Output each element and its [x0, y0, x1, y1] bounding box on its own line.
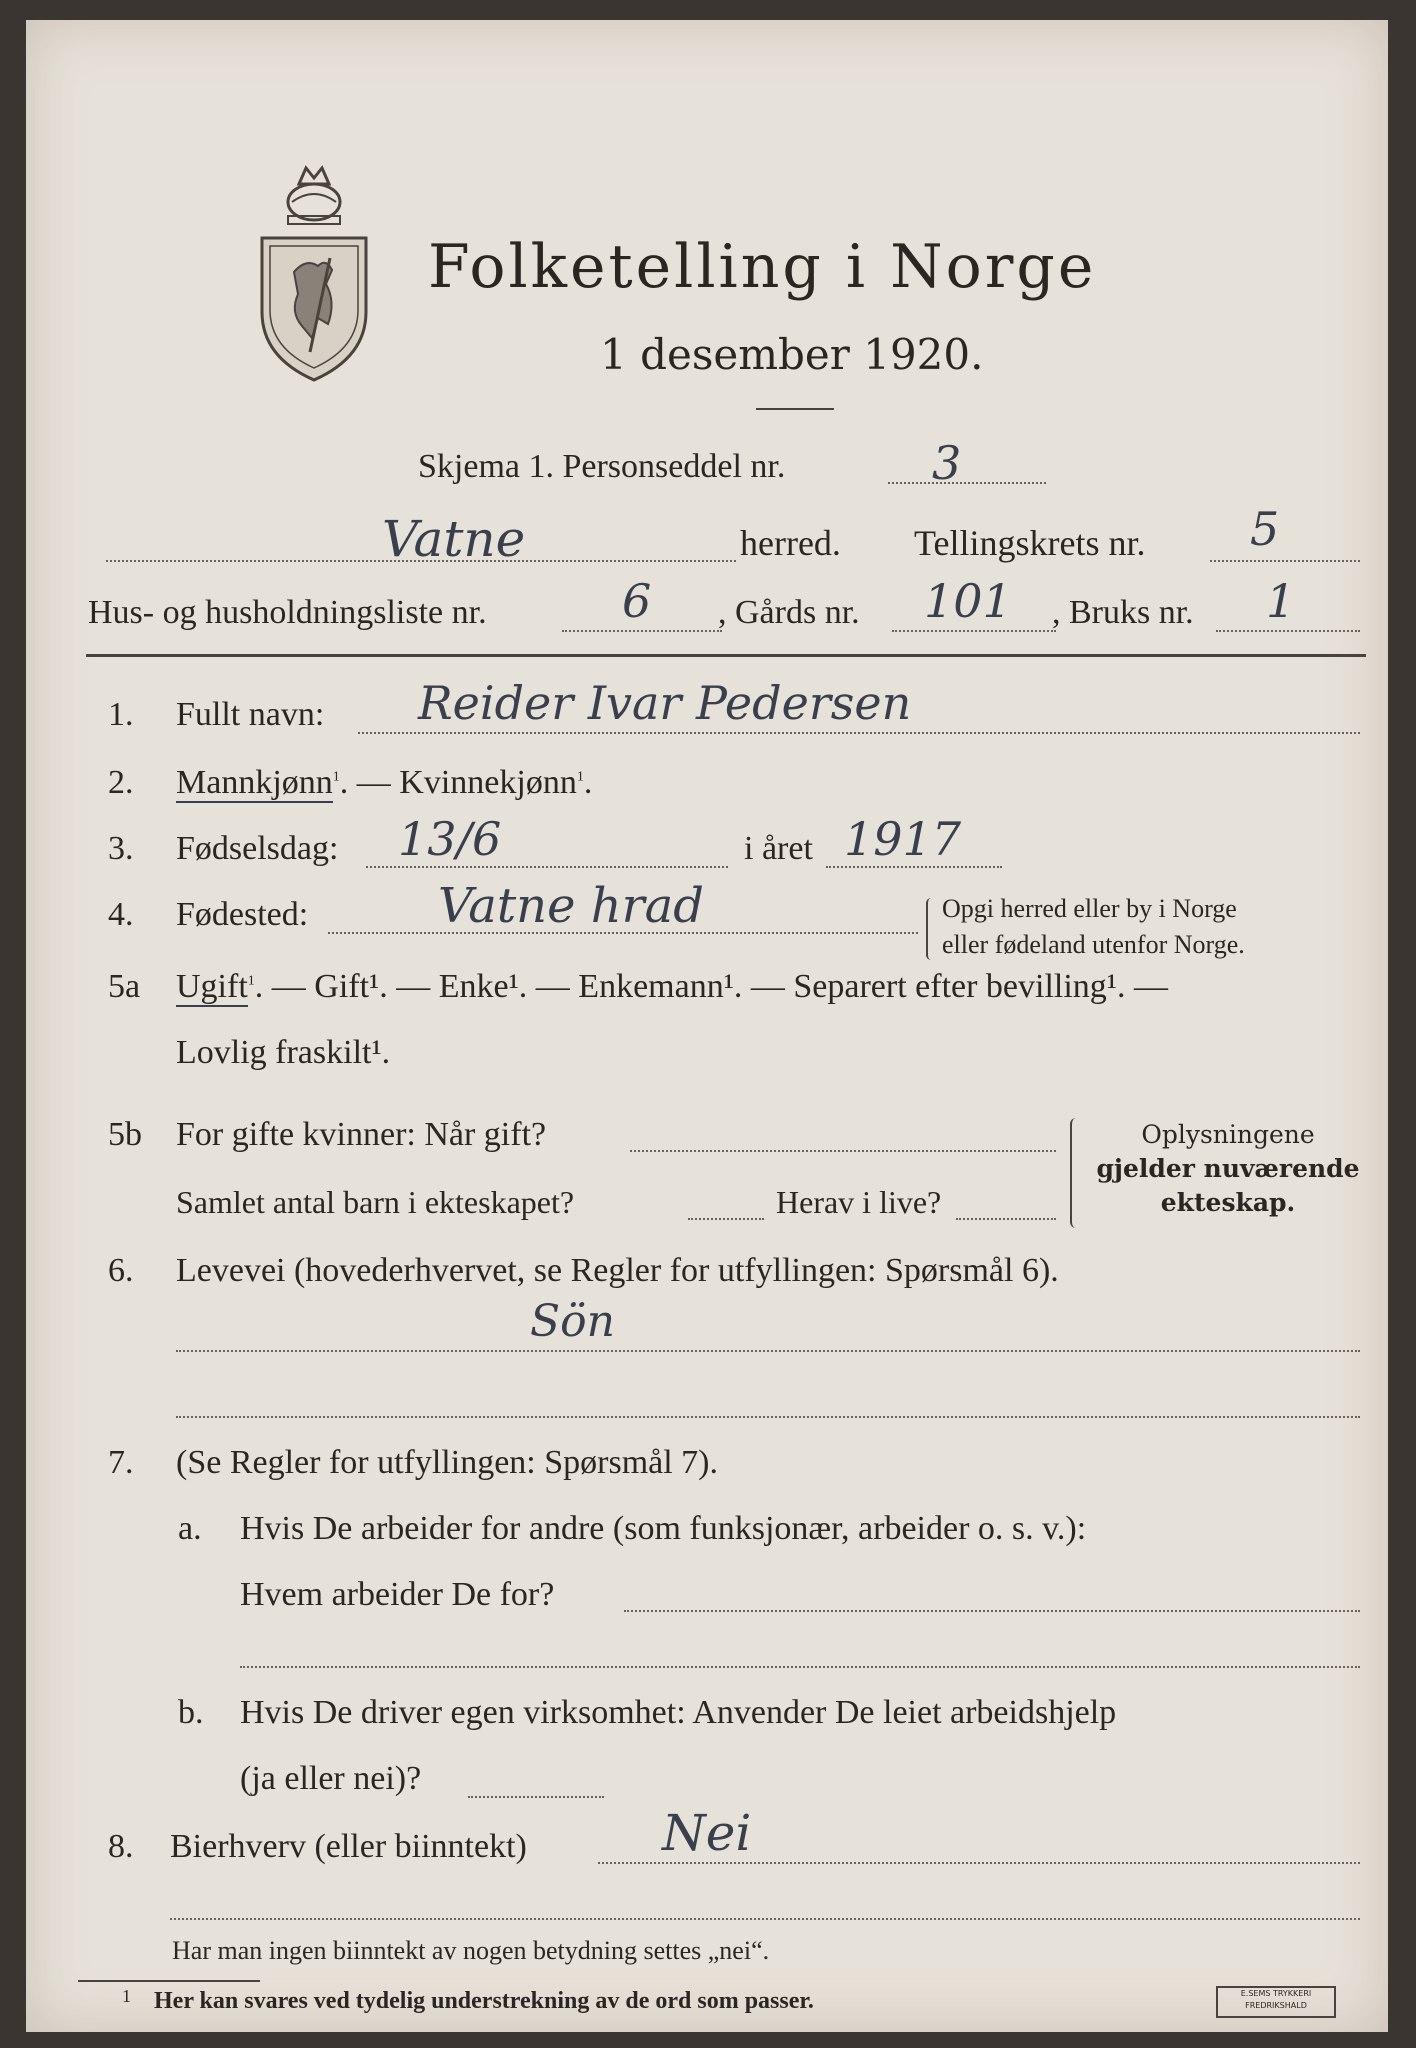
herred-label: herred.	[740, 523, 841, 563]
full-name-value: Reider Ivar Pedersen	[418, 676, 912, 730]
employer-field[interactable]	[624, 1610, 1360, 1612]
q4-label: Fødested:	[176, 896, 309, 933]
bruks-label: , Bruks nr.	[1052, 594, 1194, 631]
employer-field-2[interactable]	[240, 1666, 1360, 1668]
form-date: 1 desember 1920.	[600, 330, 984, 379]
birthplace-note-line2: eller fødeland utenfor Norge.	[942, 930, 1245, 959]
tellingskrets-value: 5	[1250, 502, 1280, 556]
occupation-field-1[interactable]	[176, 1350, 1360, 1352]
q5b-note-line2: gjelder nuværende	[1096, 1154, 1360, 1183]
q3-number: 3.	[108, 830, 134, 867]
q7-number: 7.	[108, 1444, 134, 1481]
q7-label: (Se Regler for utfyllingen: Spørsmål 7).	[176, 1444, 719, 1481]
side-income-value: Nei	[662, 1804, 752, 1862]
gards-field[interactable]	[892, 630, 1056, 632]
birthyear-label: i året	[744, 830, 813, 867]
birthdate-value: 13/6	[398, 812, 502, 866]
q1-label: Fullt navn:	[176, 696, 325, 733]
q2-number: 2.	[108, 764, 134, 801]
q3-label: Fødselsdag:	[176, 830, 339, 867]
footnote-text: Her kan svares ved tydelig understrekning av de ord som passer.	[154, 1988, 814, 2014]
personseddel-field[interactable]	[888, 482, 1046, 484]
header-rule	[86, 654, 1366, 657]
q6-number: 6.	[108, 1252, 134, 1289]
birthyear-value: 1917	[844, 812, 962, 866]
q5a-number: 5a	[108, 968, 141, 1005]
herred-value: Vatne	[382, 510, 526, 568]
q5a-marital-options: Ugift$^1$. — Gift¹. — Enke¹. — Enkemann¹. — Separert efter bevilling¹. —	[176, 968, 1168, 1005]
option-mannkjonn[interactable]: Mannkjønn	[176, 764, 333, 801]
personseddel-value: 3	[932, 436, 962, 490]
printer-stamp-line2: FREDRIKSHALD	[1245, 2001, 1307, 2010]
q5b-note-brace	[1070, 1118, 1082, 1228]
children-alive-field[interactable]	[956, 1218, 1056, 1220]
printer-stamp-line1: E.SEMS TRYKKERI	[1240, 1989, 1312, 1998]
bruks-value: 1	[1266, 574, 1296, 628]
coat-of-arms-icon	[254, 162, 374, 388]
q5b-note	[1090, 1118, 1366, 1220]
children-count-field[interactable]	[688, 1218, 764, 1220]
q7b-line1: Hvis De driver egen virksomhet: Anvender De leiet arbeidshjelp	[240, 1694, 1117, 1731]
option-kvinnekjonn[interactable]: . — Kvinnekjønn	[339, 764, 577, 801]
q6-label: Levevei (hovederhvervet, se Regler for utfyllingen: Spørsmål 6).	[176, 1252, 1059, 1289]
q8-label: Bierhverv (eller biinntekt)	[170, 1828, 527, 1865]
gards-label: , Gårds nr.	[718, 594, 860, 631]
married-when-field[interactable]	[630, 1150, 1056, 1152]
hired-help-field[interactable]	[468, 1796, 604, 1798]
birthplace-note-line1: Opgi herred eller by i Norge	[942, 894, 1237, 923]
footnote-mark: 1	[122, 1986, 131, 2006]
q8-number: 8.	[108, 1828, 134, 1865]
side-income-field-2[interactable]	[170, 1918, 1360, 1920]
q5b-children-label: Samlet antal barn i ekteskapet?	[176, 1184, 575, 1220]
skjema-label: Skjema 1. Personseddel nr.	[418, 448, 786, 485]
birthplace-note-brace	[926, 898, 936, 960]
q5b-line1: For gifte kvinner: Når gift?	[176, 1116, 547, 1153]
bruks-field[interactable]	[1216, 630, 1360, 632]
occupation-value: Sön	[530, 1296, 615, 1347]
birthyear-field[interactable]	[826, 866, 1002, 868]
husholdningsliste-value: 6	[622, 574, 652, 628]
form-title: Folketelling i Norge	[428, 232, 1097, 302]
full-name-field[interactable]	[358, 732, 1360, 734]
q7a-line1: Hvis De arbeider for andre (som funksjonær, arbeider o. s. v.):	[240, 1510, 1087, 1547]
q5b-note-line1: Oplysningene	[1141, 1120, 1315, 1149]
q8-note: Har man ingen biinntekt av nogen betydning settes „nei“.	[172, 1936, 770, 1965]
title-divider	[756, 408, 834, 410]
option-lovlig-fraskilt[interactable]: Lovlig fraskilt¹.	[176, 1034, 391, 1071]
q2-end: .	[583, 764, 593, 801]
printer-stamp	[1216, 1986, 1336, 2018]
q2-sex-options: Mannkjønn$^1$. — Kvinnekjønn$^1$.	[176, 764, 593, 801]
occupation-field-2[interactable]	[176, 1416, 1360, 1418]
q5b-number: 5b	[108, 1116, 142, 1153]
side-income-field[interactable]	[598, 1862, 1360, 1864]
q4-number: 4.	[108, 896, 134, 933]
census-form-page	[26, 20, 1388, 2032]
birthdate-field[interactable]	[366, 866, 728, 868]
tellingskrets-label: Tellingskrets nr.	[914, 523, 1146, 563]
tellingskrets-field[interactable]	[1210, 560, 1360, 562]
option-ugift[interactable]: Ugift	[176, 968, 248, 1005]
q5b-note-line3: ekteskap.	[1160, 1188, 1296, 1217]
husholdningsliste-field[interactable]	[562, 630, 722, 632]
q7a-line2: Hvem arbeider De for?	[240, 1576, 555, 1613]
birthplace-value: Vatne hrad	[438, 878, 704, 934]
gards-value: 101	[924, 574, 1012, 628]
footnote-rule	[78, 1980, 260, 1982]
q7a-number: a.	[178, 1510, 202, 1547]
q5b-alive-label: Herav i live?	[776, 1184, 942, 1220]
q1-number: 1.	[108, 696, 134, 733]
husholdningsliste-label: Hus- og husholdningsliste nr.	[88, 594, 487, 631]
q7b-line2: (ja eller nei)?	[240, 1760, 422, 1797]
q7b-number: b.	[178, 1694, 204, 1731]
option-other-statuses[interactable]: . — Gift¹. — Enke¹. — Enkemann¹. — Separert efter bevilling¹. —	[254, 968, 1168, 1005]
